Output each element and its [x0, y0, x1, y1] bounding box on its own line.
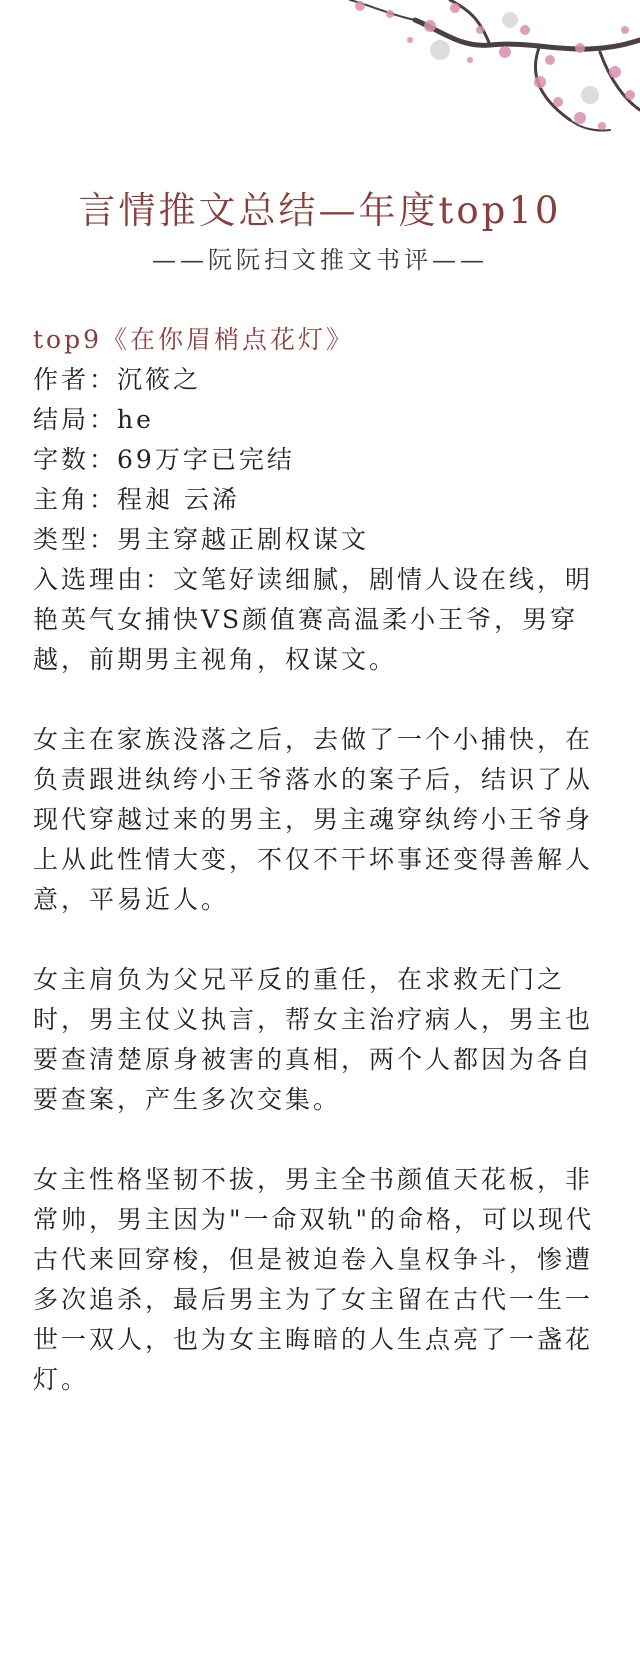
reason-label: 入选理由：: [33, 565, 174, 594]
protagonists-row: [33, 480, 613, 520]
page-title: 言情推文总结—年度top10: [78, 189, 562, 232]
article-body: [33, 320, 613, 1400]
book-title: top9《在你眉梢点花灯》: [33, 325, 355, 354]
reason-value: 文笔好读细腻，剧情人设在线，明艳英气女捕快VS颜值赛高温柔小王爷，男穿越，前期男主视角，权谋文。: [33, 565, 594, 674]
word-count-row: [33, 440, 613, 480]
author-row: [33, 360, 613, 400]
protagonists-label: 主角：: [33, 485, 118, 514]
synopsis-paragraph-3: 女主性格坚韧不拔，男主全书颜值天花板，非常帅，男主因为"一命双轨"的命格，可以现代古代来回穿梭，但是被迫卷入皇权争斗，惨遭多次追杀，最后男主为了女主留在古代一生一世一双人，也为女主晦暗的人生点亮了一盏花灯。: [33, 1165, 594, 1394]
word-count-label: 字数：: [33, 445, 118, 474]
author-value: 沉筱之: [117, 365, 202, 394]
ending-row: [33, 400, 613, 440]
page-subtitle: ——阮阮扫文推文书评——: [152, 246, 488, 274]
reason-paragraph: [33, 560, 613, 680]
genre-row: [33, 520, 613, 560]
plum-blossom-illustration: [240, 0, 640, 140]
synopsis-paragraph-1: 女主在家族没落之后，去做了一个小捕快，在负责跟进纨绔小王爷落水的案子后，结识了从现代穿越过来的男主，男主魂穿纨绔小王爷身上从此性情大变，不仅不干坏事还变得善解人意，平易近人。: [33, 725, 594, 914]
genre-label: 类型：: [33, 525, 118, 554]
ending-value: he: [117, 405, 154, 434]
synopsis-paragraph-2: 女主肩负为父兄平反的重任，在求救无门之时，男主仗义执言，帮女主治疗病人，男主也要查清楚原身被害的真相，两个人都因为各自要查案，产生多次交集。: [33, 965, 594, 1114]
author-label: 作者：: [33, 365, 118, 394]
genre-value: 男主穿越正剧权谋文: [117, 525, 370, 554]
ending-label: 结局：: [33, 405, 118, 434]
protagonists-value: 程昶 云浠: [117, 485, 240, 514]
word-count-value: 69万字已完结: [117, 445, 295, 474]
